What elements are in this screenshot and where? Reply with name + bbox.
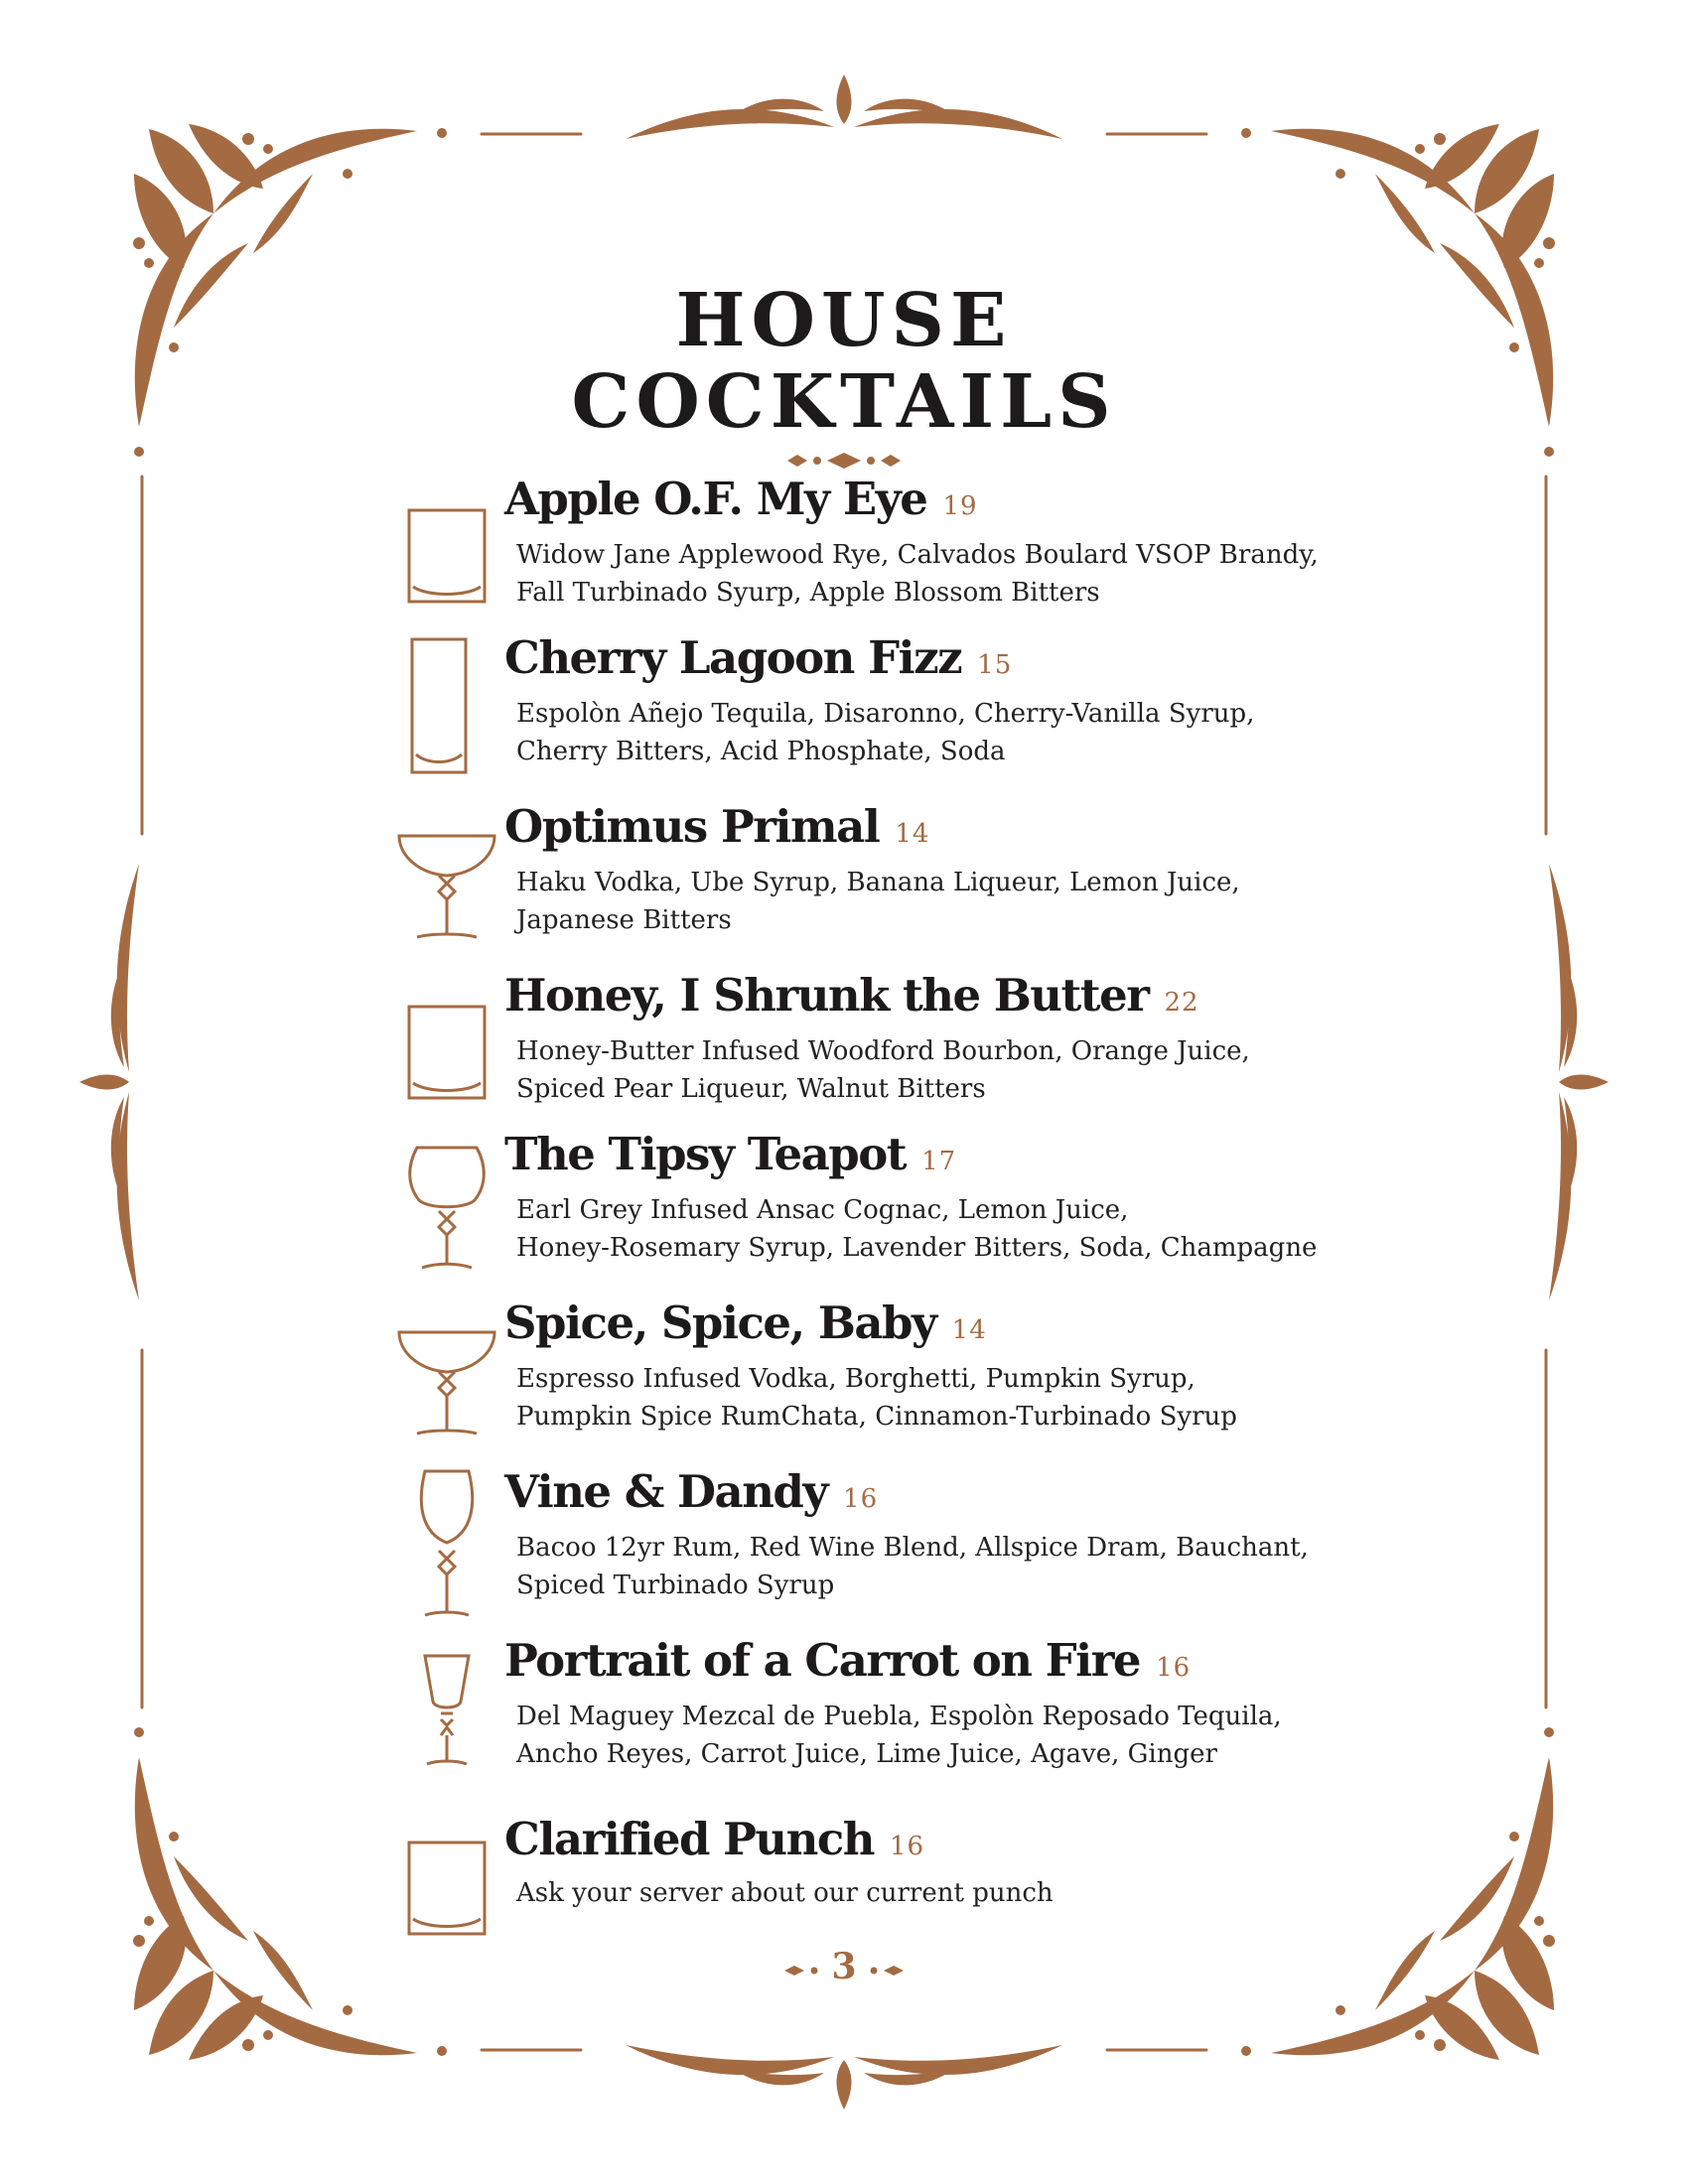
item-description <box>516 695 1390 770</box>
left-flourish <box>79 864 139 1300</box>
item-price: 14 <box>951 1315 987 1345</box>
item-name: Vine & Dandy <box>504 1465 828 1518</box>
highball-glass-icon <box>377 627 516 786</box>
bottom-flourish <box>626 2045 1062 2110</box>
item-description-line: Bacoo 12yr Rum, Red Wine Blend, Allspice Dram, Bauchant, <box>516 1533 1309 1563</box>
item-price: 14 <box>895 819 930 849</box>
wine-glass-icon <box>377 1463 516 1632</box>
item-name: The Tipsy Teapot <box>504 1128 907 1180</box>
item-description-line: Honey-Butter Infused Woodford Bourbon, Orange Juice, <box>516 1036 1250 1066</box>
item-description-line: Ancho Reyes, Carrot Juice, Lime Juice, Agave, Ginger <box>516 1739 1217 1769</box>
item-description-line: Honey-Rosemary Syrup, Lavender Bitters, Soda, Champagne <box>516 1233 1318 1263</box>
page-number-ornament <box>755 1946 933 1995</box>
item-name: Cherry Lagoon Fizz <box>504 631 962 684</box>
menu-item <box>377 1465 1370 1614</box>
item-description <box>516 1032 1390 1108</box>
nick-nora-glass-icon <box>377 1644 516 1803</box>
item-description-line: Widow Jane Applewood Rye, Calvados Boulard VSOP Brandy, <box>516 540 1319 570</box>
item-name: Portrait of a Carrot on Fire <box>504 1634 1141 1687</box>
coupe-glass-icon <box>377 796 516 955</box>
top-flourish <box>626 74 1062 139</box>
rocks-glass-icon <box>377 1805 516 1964</box>
page-title-line-2: COCKTAILS <box>571 359 1117 445</box>
item-price: 15 <box>977 650 1013 680</box>
item-description-line: Pumpkin Spice RumChata, Cinnamon-Turbinado Syrup <box>516 1402 1237 1432</box>
item-description <box>516 1529 1390 1604</box>
item-description-line: Espresso Infused Vodka, Borghetti, Pumpkin Syrup, <box>516 1364 1196 1394</box>
item-description <box>516 864 1390 939</box>
item-price: 16 <box>1156 1653 1192 1683</box>
item-name: Clarified Punch <box>504 1813 874 1865</box>
rocks-glass-icon <box>377 969 516 1128</box>
item-description-line: Ask your server about our current punch <box>516 1878 1054 1908</box>
item-description-line: Haku Vodka, Ube Syrup, Banana Liqueur, Lemon Juice, <box>516 868 1240 897</box>
item-price: 17 <box>921 1147 957 1176</box>
menu-item <box>377 1813 1370 1962</box>
item-price: 16 <box>843 1484 879 1514</box>
item-name: Optimus Primal <box>504 800 880 853</box>
right-flourish <box>1549 864 1609 1300</box>
page-number: 3 <box>831 1946 857 1987</box>
item-description <box>516 1698 1390 1773</box>
item-name: Honey, I Shrunk the Butter <box>504 969 1149 1022</box>
page-title-line-1: HOUSE <box>675 278 1013 363</box>
item-description-line: Spiced Turbinado Syrup <box>516 1570 835 1600</box>
item-description <box>516 1874 1390 1912</box>
item-description-line: Earl Grey Infused Ansac Cognac, Lemon Juice, <box>516 1195 1129 1225</box>
item-price: 19 <box>942 491 978 521</box>
item-name: Apple O.F. My Eye <box>504 473 927 525</box>
item-description <box>516 1191 1390 1267</box>
item-description-line: Del Maguey Mezcal de Puebla, Espolòn Reposado Tequila, <box>516 1702 1282 1731</box>
item-price: 16 <box>889 1832 925 1861</box>
item-price: 22 <box>1164 988 1199 1018</box>
rocks-glass-icon <box>377 473 516 631</box>
item-description-line: Japanese Bitters <box>516 905 732 935</box>
item-description-line: Cherry Bitters, Acid Phosphate, Soda <box>516 737 1006 766</box>
coupe-glass-icon <box>377 1293 516 1451</box>
menu-item <box>377 800 1370 949</box>
item-description <box>516 1360 1390 1435</box>
title-divider-ornament <box>770 449 918 473</box>
item-description-line: Espolòn Añejo Tequila, Disaronno, Cherry-Vanilla Syrup, <box>516 699 1255 729</box>
item-description-line: Spiced Pear Liqueur, Walnut Bitters <box>516 1074 986 1104</box>
menu-item <box>377 1634 1370 1783</box>
snifter-glass-icon <box>377 1126 516 1285</box>
menu-item <box>377 631 1370 780</box>
menu-item <box>377 969 1370 1118</box>
menu-item <box>377 473 1370 621</box>
menu-item <box>377 1297 1370 1445</box>
item-name: Spice, Spice, Baby <box>504 1297 936 1349</box>
item-description-line: Fall Turbinado Syurp, Apple Blossom Bitters <box>516 578 1100 608</box>
menu-item <box>377 1128 1370 1277</box>
item-description <box>516 536 1390 612</box>
